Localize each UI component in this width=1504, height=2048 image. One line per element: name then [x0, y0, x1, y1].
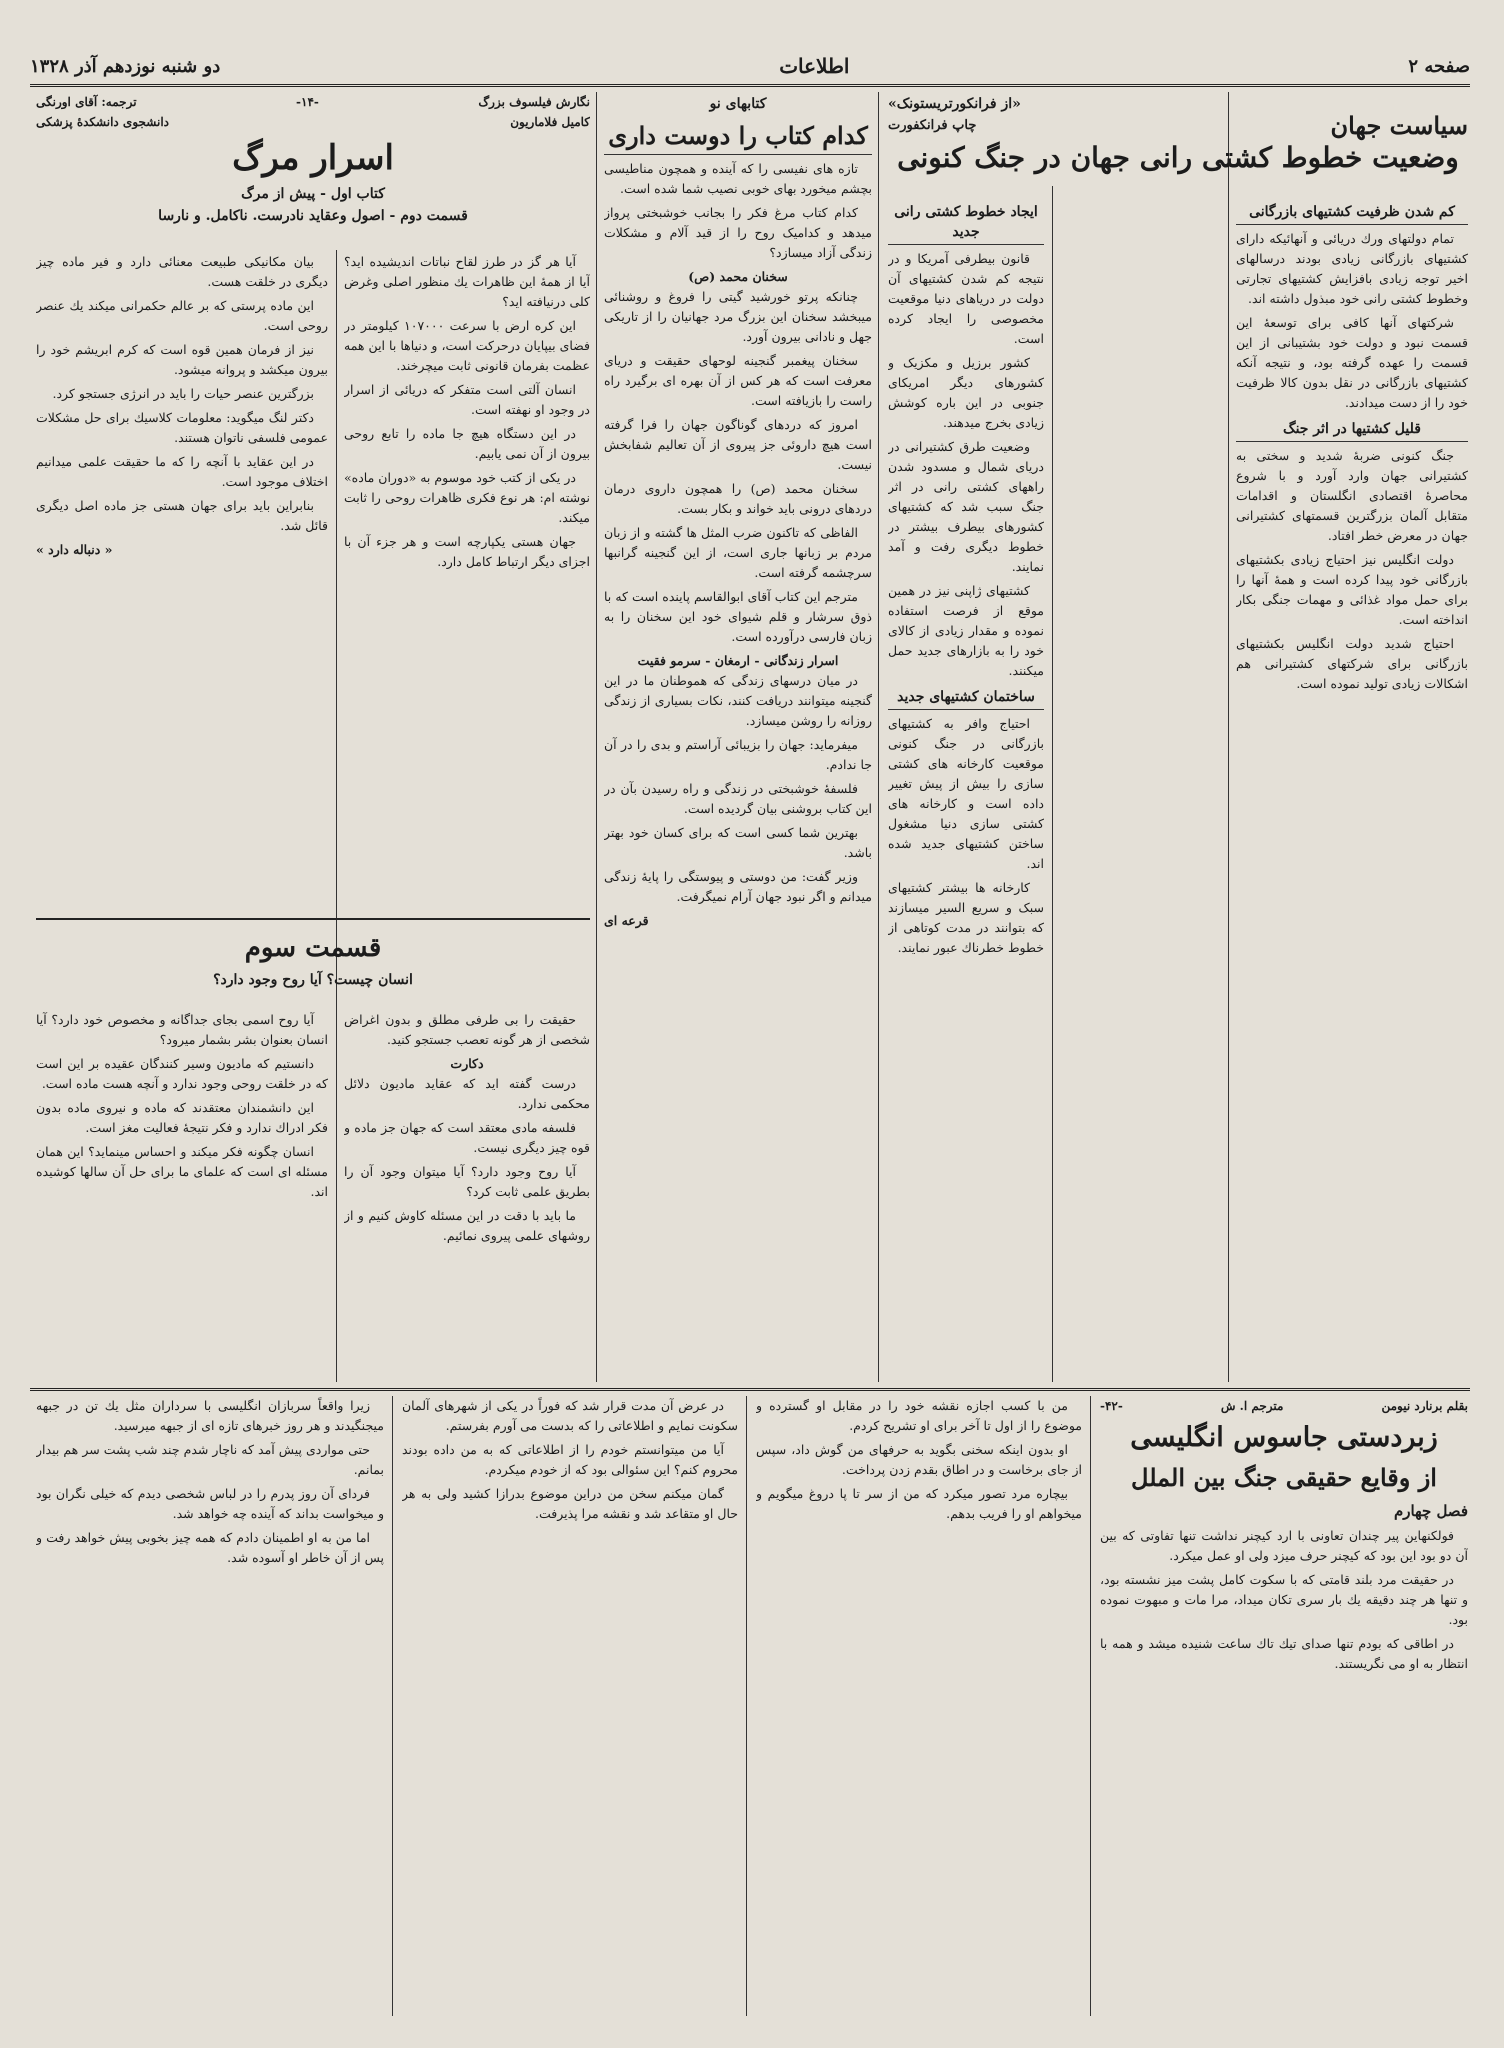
chapter-label: فصل چهارم: [1393, 1502, 1468, 1520]
paragraph: شرکتهای آنها کافی برای توسعهٔ این قسمت نبود و دولت خود بشتیبانی از این قسمت را عهده گرفته بود، و نتیجه آنکه کشتیهای بازرگانی در نقل بدون کالا ظرفیت خود را از دست میدادند.: [1236, 315, 1468, 410]
paragraph: آیا من میتوانستم خودم را از اطلاعاتی که به من داده بودند محروم کنم؟ این سئوالی بود که از خودم میکردم.: [402, 1442, 738, 1477]
column-rule: [1228, 92, 1229, 1382]
book-title: سخنان محمد (ص): [688, 269, 788, 284]
paragraph: در این دستگاه هیچ جا ماده را تابع روحی بیرون از آن نمی یابیم.: [344, 426, 590, 461]
author-name: بقلم برنارد نیومن: [1381, 1399, 1468, 1413]
paragraph: ما باید با دقت در این مسئله کاوش کنیم و از روشهای علمی پیروی نمائیم.: [344, 1208, 590, 1243]
paragraph: کشور برزیل و مکزیک و کشورهای دیگر امریکای جنوبی در این باره کوشش زیادی بخرج میدهند.: [888, 355, 1044, 430]
paragraph: این دانشمندان معتقدند که ماده و نیروی ماده بدون فکر ادراك ندارد و فکر نتیجهٔ فعالیت مغز است.: [36, 1100, 328, 1135]
flammarion-column-b: [36, 252, 328, 912]
column-rule: [1090, 1396, 1091, 2016]
paragraph: وضعیت طرق کشتیرانی در دریای شمال و مسدود شدن راههای کشتی رانی در اثر جنگ سبب شد که کشتیهای کشورهای بیطرف بیشتر در خطوط دیگری رفت و آمد نمایند.: [888, 439, 1044, 574]
paragraph: احتیاج وافر به کشتیهای بازرگانی در جنگ کنونی موقعیت کارخانه های کشتی سازی را بیش از پیش تغییر داده است و کارخانه های کشتی سازی دنیا مشغول ساختن کشتیهای جدید شده اند.: [888, 716, 1044, 871]
paragraph: قانون بیطرفی آمریکا و در نتیجه کم شدن کشتیهای آن دولت در دریاهای دنیا موقعیت مخصوصی را ایجاد کرده است.: [888, 251, 1044, 346]
paragraph: در یکی از کتب خود موسوم به «دوران ماده» نوشته ام: هر نوع فکری ظاهرات روحی را ثابت میکند.: [344, 470, 590, 525]
author-name: کامیل فلاماریون: [510, 115, 590, 129]
masthead: [30, 48, 1470, 87]
paragraph: دولت انگلیس نیز احتیاج زیادی بکشتیهای بازرگانی خود پیدا کرده است و همهٔ آنها را برای حمل مواد غذائی و مهمات جنگی بکار انداخته است.: [1236, 552, 1468, 627]
spy-column-3: [402, 1396, 738, 2016]
paragraph: تازه های نفیسی را که آینده و همچون مناطیسی بچشم میخورد بهای خوبی نصیب شما شده است.: [604, 161, 872, 196]
issue-date: دو شنبه نوزدهم آذر ۱۳۲۸: [30, 55, 221, 77]
translator: مترجم ا. ش: [1220, 1399, 1284, 1413]
books-headline: کدام کتاب را دوست داری: [604, 118, 872, 155]
paragraph: این ماده پرستی که بر عالم حکمرانی میکند یك عنصر روحی است.: [36, 298, 328, 333]
paragraph: سخنان پیغمبر گنجینه لوحهای حقیقت و دریای معرفت است که هر کس از آن بهره ای برگیرد راه راست را بازیافته است.: [604, 353, 872, 408]
paragraph: انسان چگونه فکر میکند و احساس مینماید؟ این همان مسئله ای است که علمای ما برای حل آن سالها کوشیده اند.: [36, 1144, 328, 1199]
flammarion-header: [36, 92, 590, 248]
paragraph: حقیقت را بی طرفی مطلق و بدون اغراض شخصی از هر گونه تعصب جستجو کنید.: [344, 1012, 590, 1047]
paragraph: در میان درسهای زندگی که هموطنان ما در این گنجینه میتوانند دریافت کنند، نکات بسیاری از زندگی روزانه را روشن میسازد.: [604, 673, 872, 728]
paragraph: جنگ کنونی ضربهٔ شدید و سختی به کشتیرانی جهان وارد آورد و با شروع محاصرهٔ اقتصادی انگلستان و اقدامات متقابل آلمان بزرگترین قسمتهای کشتیرانی جهان در معرض خطر افتاد.: [1236, 448, 1468, 543]
column-rule: [878, 92, 879, 1382]
signature: قرعه ای: [604, 913, 649, 928]
paragraph: در عرض آن مدت قرار شد که فوراً در یکی از شهرهای آلمان سکونت نمایم و اطلاعاتی را که بدست می آورم بفرستم.: [402, 1398, 738, 1433]
paragraph: جهان هستی یکپارچه است و هر جزء آن با اجزای دیگر ارتباط کامل دارد.: [344, 534, 590, 569]
column-rule: [746, 1396, 747, 2016]
column-rule: [596, 92, 597, 1382]
politics-subheading: ایجاد خطوط کشتی رانی جدید: [888, 202, 1044, 245]
paragraph: بهترین شما کسی است که برای کسان خود بهتر باشد.: [604, 825, 872, 860]
paragraph: امروز که دردهای گوناگون جهان را فرا گرفته است هیچ داروئی جز پیروی از آن تعالیم شفابخش نیست.: [604, 417, 872, 472]
paragraph: درست گفته اید که عقاید مادیون دلائل محکمی ندارد.: [344, 1076, 590, 1111]
paragraph: احتیاج شدید دولت انگلیس بکشتیهای بازرگانی برای شرکتهای کشتیرانی هم اشکالات زیادی تولید نموده است.: [1236, 636, 1468, 691]
paragraph: الفاظی که تاکنون ضرب المثل ها گشته و از زبان مردم بر زبانها جاری است، از این گنجینه گرانبها سرچشمه گرفته است.: [604, 525, 872, 580]
flammarion-column-c: [344, 1010, 590, 1378]
installment-number: -۱۴-: [296, 95, 319, 109]
section-rule: [36, 918, 590, 920]
column-rule: [392, 1396, 393, 2016]
paragraph: چنانکه پرتو خورشید گیتی را فروغ و روشنائی میبخشد سخنان این بزرگ مرد جهانیان را از تاریکی جهل و نادانی بیرون آورد.: [604, 289, 872, 344]
paragraph: کارخانه ها بیشتر کشتیهای سبک و سریع السیر میسازند که بتوانند در مدت کوتاهی از خطوط خطرناك عبور نمایند.: [888, 880, 1044, 955]
paragraph: آیا هر گز در طرز لقاح نباتات اندیشیده اید؟ آیا از همهٔ این ظاهرات یك منظور اصلی وغرض کلی درنیافته اید؟: [344, 254, 590, 309]
paragraph: آیا روح وجود دارد؟ آیا میتوان وجود آن را بطریق علمی ثابت کرد؟: [344, 1164, 590, 1199]
books-kicker: کتابهای نو: [709, 96, 767, 112]
spy-column-4: [36, 1396, 384, 2016]
section3-subtitle: انسان چیست؟ آیا روح وجود دارد؟: [213, 972, 413, 988]
translator: ترجمه: آقای اورنگی: [36, 95, 137, 109]
paragraph: بیچاره مرد تصور میکرد که من از سر تا پا دروغ میگویم و میخواهم او را فریب بدهم.: [756, 1486, 1082, 1521]
politics-kicker: «از فرانکورتریستونک»: [888, 96, 1021, 112]
politics-subheading: کم شدن ظرفیت کشتیهای بازرگانی: [1236, 202, 1468, 225]
politics-column-a: [1236, 196, 1468, 1376]
spy-column-1: [1100, 1396, 1468, 2016]
quote-author: دکارت: [450, 1056, 484, 1071]
spy-headline: زبردستی جاسوس انگلیسی: [1130, 1422, 1438, 1453]
paragraph: بیان مکانیکی طبیعت معنائی دارد و فیر ماده چیز دیگری در خلقت هست.: [36, 254, 328, 289]
flammarion-headline: اسرار مرگ: [232, 138, 394, 178]
politics-column-b: [888, 196, 1044, 1376]
paragraph: فلسفهٔ خوشبختی در زندگی و راه رسیدن بآن در این کتاب بروشنی بیان گردیده است.: [604, 781, 872, 816]
paragraph: فولکنهاین پیر چندان تعاونی با ارد کیچنر نداشت تنها تفاوتی که بین آن دو بود این بود که کیچنر حرف میزد ولی او عمل میکرد.: [1100, 1528, 1468, 1563]
spy-subheadline: از وقایع حقیقی جنگ بین الملل: [1131, 1463, 1437, 1492]
paragraph: آیا روح اسمی بجای جداگانه و مخصوص خود دارد؟ آیا انسان بعنوان بشر بشمار میرود؟: [36, 1012, 328, 1047]
spy-column-2: [756, 1396, 1082, 2016]
paragraph: مترجم این کتاب آقای ابوالقاسم پاینده است که با ذوق سرشار و قلم شیوای خود این سخنان را به زبان فارسی درآورده است.: [604, 589, 872, 644]
paragraph: انسان آلتی است متفکر که دریائی از اسرار در وجود او نهفته است.: [344, 382, 590, 417]
books-column: [604, 92, 872, 1376]
paragraph: حتی مواردی پیش آمد که ناچار شدم چند شب پشت سر هم بیدار بمانم.: [36, 1442, 384, 1477]
politics-header: [888, 92, 1468, 188]
paragraph: او بدون اینکه سخنی بگوید به حرفهای من گوش داد، سپس از جای برخاست و در اطاق بقدم زدن پرداخت.: [756, 1442, 1082, 1477]
byline: [36, 92, 590, 112]
paragraph: سخنان محمد (ص) را همچون داروی درمان دردهای درونی باید خواند و بکار بست.: [604, 481, 872, 516]
paragraph: بزرگترین عنصر حیات را باید در انرژی جستجو کرد.: [52, 386, 314, 401]
paragraph: بنابراین باید برای جهان هستی جز ماده اصل دیگری قائل شد.: [36, 498, 328, 533]
politics-headline: وضعیت خطوط کشتی رانی جهان در جنگ کنونی: [897, 141, 1459, 174]
paragraph: گمان میکنم سخن من دراین موضوع بدرازا کشید ولی به هر حال او متقاعد شد و نقشه مرا پذیرفت.: [402, 1486, 738, 1521]
politics-subheading: قلیل کشتیها در اثر جنگ: [1236, 419, 1468, 442]
paragraph: میفرماید: جهان را بزیبائی آراستم و بدی را در آن جا ندادم.: [604, 737, 872, 772]
book-title: اسرار زندگانی - ارمغان - سرمو فقیت: [637, 653, 839, 668]
paragraph: وزیر گفت: من دوستی و پیوستگی را پایهٔ زندگی میدانم و اگر نبود جهان آرام نمیگرفت.: [604, 869, 872, 904]
paragraph: این کره ارض با سرعت ۱۰۷۰۰۰ کیلومتر در فضای بیپایان درحرکت است، و دنیاها با این همه عظمت بفرمان قانونی ثابت میچرخند.: [344, 318, 590, 373]
byline: [36, 112, 590, 132]
paragraph: فلسفه مادی معتقد است که جهان جز ماده و قوه چیز دیگری نیست.: [344, 1120, 590, 1155]
paragraph: در اطاقی که بودم تنها صدای تیك تاك ساعت شنیده میشد و همه با انتظار به او می نگریستند.: [1100, 1636, 1468, 1671]
byline: [1100, 1396, 1468, 1416]
paragraph: دکتر لنگ میگوید: معلومات کلاسیك برای حل مشکلات عمومی فلسفی ناتوان هستند.: [36, 410, 328, 445]
paragraph: فردای آن روز پدرم را در لباس شخصی دیدم که خیلی نگران بود و میخواست بداند که آینده چه خواهد شد.: [36, 1486, 384, 1521]
politics-source: چاپ فرانکفورت: [888, 118, 977, 133]
section-divider: [30, 1388, 1470, 1391]
part-subtitle: قسمت دوم - اصول وعقاید نادرست. ناکامل. و نارسا: [158, 208, 468, 224]
paragraph: نیز از فرمان همین قوه است که کرم ابریشم خود را بیرون میکشد و پروانه میشود.: [36, 342, 328, 377]
section3-title: قسمت سوم: [244, 933, 382, 963]
paragraph: من با کسب اجازه نقشه خود را در مقابل او گسترده و موضوع را از اول تا آخر برای او تشریح کردم.: [756, 1398, 1082, 1433]
section-title: سیاست جهان: [1330, 111, 1468, 140]
paragraph: در حقیقت مرد بلند قامتی که با سکوت کامل پشت میز نشسته بود، و تنها هر چند دقیقه یك بار سری تکان میداد، مرا مات و مبهوت نموده بود.: [1100, 1572, 1468, 1627]
paragraph: تمام دولتهای ورك دریائی و آنهائیکه دارای کشتیهای بازرگانی زیادی بودند درسالهای اخیر توجه زیادی بافزایش کشتیهای تجارتی وخطوط کشتی رانی خود مبذول داشته اند.: [1236, 231, 1468, 306]
newspaper-name: اطلاعات: [779, 54, 850, 78]
paragraph: کدام کتاب مرغ فکر را بجانب خوشبختی پرواز میدهد و کدامیک روح را از قید آلام و مشکلات زندگی آزاد میسازد؟: [604, 205, 872, 260]
paragraph: دانستیم که مادیون وسیر کنندگان عقیده بر این است که در خلقت روحی وجود ندارد و آنچه هست ماده است.: [36, 1056, 328, 1091]
flammarion-column-d: [36, 1010, 328, 1378]
installment-number: -۴۲-: [1100, 1399, 1123, 1413]
paragraph: کشتیهای ژاپنی نیز در همین موقع از فرصت استفاده نموده و مقدار زیادی از کالای خود را به بازارهای جدید حمل میکنند.: [888, 583, 1044, 678]
byline-intro: نگارش فیلسوف بزرگ: [478, 95, 590, 109]
continued-note: « دنباله دارد »: [36, 542, 113, 557]
translator-note: دانشجوی دانشکدهٔ پزشکی: [36, 115, 169, 129]
section3-header: [36, 926, 590, 1006]
paragraph: اما من به او اطمینان دادم که همه چیز بخوبی پیش خواهد رفت و پس از آن خاطر او آسوده شد.: [36, 1530, 384, 1565]
page-number: صفحه ۲: [1408, 55, 1470, 77]
book-subtitle: کتاب اول - پیش از مرگ: [241, 186, 385, 202]
column-rule: [336, 250, 337, 1382]
column-rule: [1052, 186, 1053, 1382]
paragraph: زیرا واقعاً سربازان انگلیسی با سرداران مثل یك تن در جبهه میجنگیدند و هر روز خبرهای تازه ای از جبهه میرسید.: [36, 1398, 384, 1433]
flammarion-column-a: [344, 252, 590, 872]
politics-subheading: ساختمان کشتیهای جدید: [888, 687, 1044, 710]
paragraph: در این عقاید با آنچه را که ما حقیقت علمی میدانیم اختلاف موجود است.: [36, 454, 328, 489]
